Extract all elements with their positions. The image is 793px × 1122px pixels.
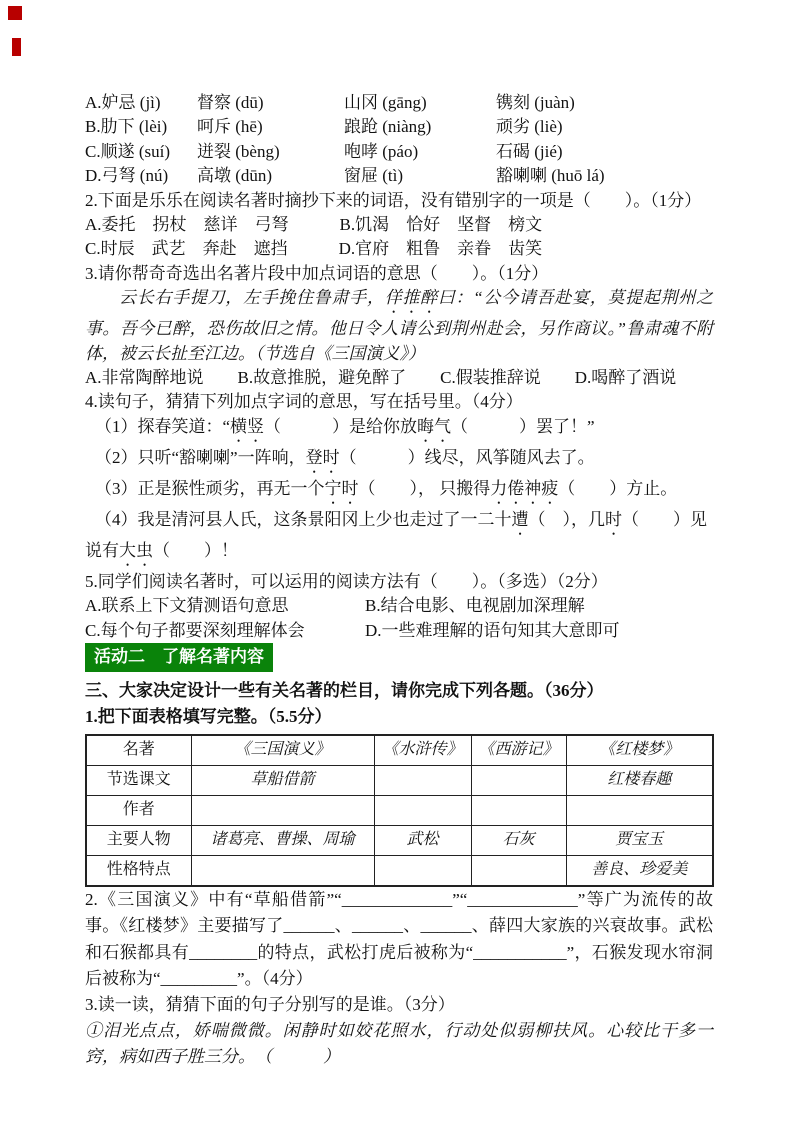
emphasized-word: 晦气 (417, 416, 452, 436)
q1-item: 迸裂 (bèng) (197, 141, 280, 161)
q5-option: B.结合电影、电视剧加深理解 (365, 596, 585, 616)
emphasized-word: 佯推醉 (384, 288, 438, 308)
text-segment: （ ）线尽，风筝随风去了。 (339, 447, 595, 467)
table-cell (374, 856, 471, 887)
emphasized-word: 力倦神疲 (490, 478, 559, 498)
q1-option-row-a (85, 91, 713, 115)
table-header-cell: 《水浒传》 (374, 735, 471, 766)
table-cell (374, 796, 471, 826)
table-row (86, 856, 713, 887)
q5-stem: 5.同学们阅读名著时，可以运用的阅读方法有（ ）。（多选）（2分） (85, 571, 608, 591)
q4-item-4 (85, 508, 713, 570)
emphasized-word: 时 (605, 509, 622, 529)
q4-item-1 (85, 415, 713, 446)
table-row-label: 节选课文 (86, 766, 191, 796)
section3-title: 三、大家决定设计一些有关名著的栏目，请你完成下列各题。（36分） (85, 681, 604, 701)
text-segment: （3）正是猴性顽劣，再无一个 (95, 478, 325, 498)
text-segment: （ ）方止。 (558, 478, 678, 498)
q1-item: B.肋下 (lèi) (85, 117, 168, 137)
q1-item: D.弓弩 (nú) (85, 166, 169, 186)
table-cell: 诸葛亮、曹操、周瑜 (191, 826, 374, 856)
table-header-cell: 《西游记》 (471, 735, 566, 766)
text-segment: 曰：“公今请吾赴宴，莫提起荆州之事。吾今已醉，恐伤故旧之情。他日令人请公到荆州赴会，另作商议。”鲁肃魂不附体，被云长扯至江边。（节选自《三国演义》） (85, 288, 713, 363)
q1-item: 顽劣 (liè) (496, 117, 563, 137)
text-segment: （ ）！ (153, 540, 238, 560)
table-cell: 红楼春趣 (566, 766, 713, 796)
q1-item: 山冈 (gāng) (344, 93, 427, 112)
emphasized-word: 横竖 (230, 416, 265, 436)
text-segment: （1）探春笑道：“ (95, 416, 231, 436)
q2-options-line-1: A.委托 拐杖 慈详 弓弩 B.饥渴 恰好 坚督 榜文 (85, 215, 543, 235)
table-header-cell: 《三国演义》 (191, 735, 374, 766)
red-mark-icon (8, 6, 22, 20)
q5-option: D.一些难理解的语句知其大意即可 (365, 620, 620, 640)
q1-item: 石碣 (jié) (496, 141, 563, 161)
q4-item-3 (85, 477, 713, 508)
act2-q2-fill-text: 2.《三国演义》中有“草船借箭”“_____________”“_____________”等广为流传的故事。《红楼梦》主要描写了______、______、______、薛四大家族的兴衰故事。武松和石猴都具有________的特点，武松打虎后被称为“___________”，石猴发现水帘洞后被称为“_________”。（4分） (85, 890, 713, 988)
table-cell (566, 796, 713, 826)
text-segment: （ ）罢了！” (451, 416, 595, 436)
q1-item: 高墩 (dūn) (197, 166, 273, 186)
text-segment: （4）我是清河县人氏，这条景阳冈上少也走过了一二十 (95, 509, 512, 529)
act2-q3-item-1: ①泪光点点，娇喘微微。闲静时如姣花照水，行动处似弱柳扶风。心较比干多一窍，病如西子胜三分。 （ ） (85, 1021, 713, 1067)
text-segment: 云长右手提刀，左手挽住鲁肃手， (119, 288, 385, 308)
table-cell: 贾宝玉 (566, 826, 713, 856)
q1-item: 镌刻 (juàn) (496, 93, 575, 112)
q1-item: C.顺遂 (suí) (85, 141, 170, 161)
table-row (86, 796, 713, 826)
table-header-cell: 名著 (86, 735, 191, 766)
table-cell (374, 766, 471, 796)
table-cell (191, 796, 374, 826)
q1-item: 呵斥 (hē) (197, 117, 263, 137)
table-row (86, 826, 713, 856)
table-row-label: 作者 (86, 796, 191, 826)
emphasized-word: 登时 (305, 447, 340, 467)
table-row-label: 主要人物 (86, 826, 191, 856)
worksheet-content (85, 91, 713, 1071)
q5-option: A.联系上下文猜测语句意思 (85, 596, 289, 616)
q1-option-row-c (85, 140, 713, 164)
famous-books-table (85, 734, 714, 887)
table-cell (471, 856, 566, 887)
q1-item: A.妒忌 (jì) (85, 93, 161, 112)
q3-options-line: A.非常陶醉地说 B.故意推脱，避免醉了 C.假装推辞说 D.喝醉了酒说 (85, 368, 677, 388)
table-cell: 武松 (374, 826, 471, 856)
q3-stem: 3.请你帮奇奇选出名著片段中加点词语的意思（ ）。（1分） (85, 263, 549, 283)
q3-passage (85, 286, 713, 366)
act2-q3-stem: 3.读一读，猜猜下面的句子分别写的是谁。（3分） (85, 994, 455, 1014)
activity-2-banner: 活动二 了解名著内容 (85, 643, 273, 672)
q1-item: 踉跄 (niàng) (344, 117, 432, 137)
table-header-cell: 《红楼梦》 (566, 735, 713, 766)
emphasized-word: 宁时 (324, 478, 359, 498)
q5-option-row-2 (85, 619, 713, 643)
activity2-questions (85, 887, 713, 1070)
text-segment: （2）只听“豁喇喇”一阵响， (95, 447, 306, 467)
emphasized-word: 遭 (511, 509, 529, 529)
table-row-label: 性格特点 (86, 856, 191, 887)
table-cell: 石灰 (471, 826, 566, 856)
q5-option: C.每个句子都要深刻理解体会 (85, 620, 305, 640)
table-cell: 草船借箭 (191, 766, 374, 796)
q2-options-line-2: C.时辰 武艺 奔赴 遮挡 D.官府 粗鲁 亲眷 齿笑 (85, 239, 543, 259)
q1-option-row-b (85, 115, 713, 139)
q2-stem: 2.下面是乐乐在阅读名著时摘抄下来的词语，没有错别字的一项是（ ）。（1分） (85, 190, 702, 210)
table-cell: 善良、珍爱美 (566, 856, 713, 887)
red-mark-icon (12, 38, 21, 56)
text-segment: （ ）见说有 (85, 509, 707, 560)
section3-subtitle: 1.把下面表格填写完整。（5.5分） (85, 707, 332, 727)
text-segment: （ ）， 只搬得 (358, 478, 491, 498)
table-row (86, 766, 713, 796)
q1-item: 豁喇喇 (huō lá) (496, 166, 605, 186)
q1-item: 窗屉 (tì) (344, 166, 404, 186)
q4-stem: 4.读句子，猜猜下列加点字词的意思，写在括号里。（4分） (85, 392, 523, 412)
table-cell (191, 856, 374, 887)
text-segment: （ ）是给你放 (264, 416, 418, 436)
text-segment: （ ），几 (528, 509, 605, 529)
table-cell (471, 766, 566, 796)
q5-option-row-1 (85, 594, 713, 618)
q1-item: 咆哮 (páo) (344, 141, 419, 161)
emphasized-word: 大虫 (119, 540, 153, 560)
table-cell (471, 796, 566, 826)
table-header-row (86, 735, 713, 766)
q1-item: 督察 (dū) (197, 93, 264, 112)
q1-option-row-d (85, 164, 713, 188)
q4-item-2 (85, 446, 713, 477)
